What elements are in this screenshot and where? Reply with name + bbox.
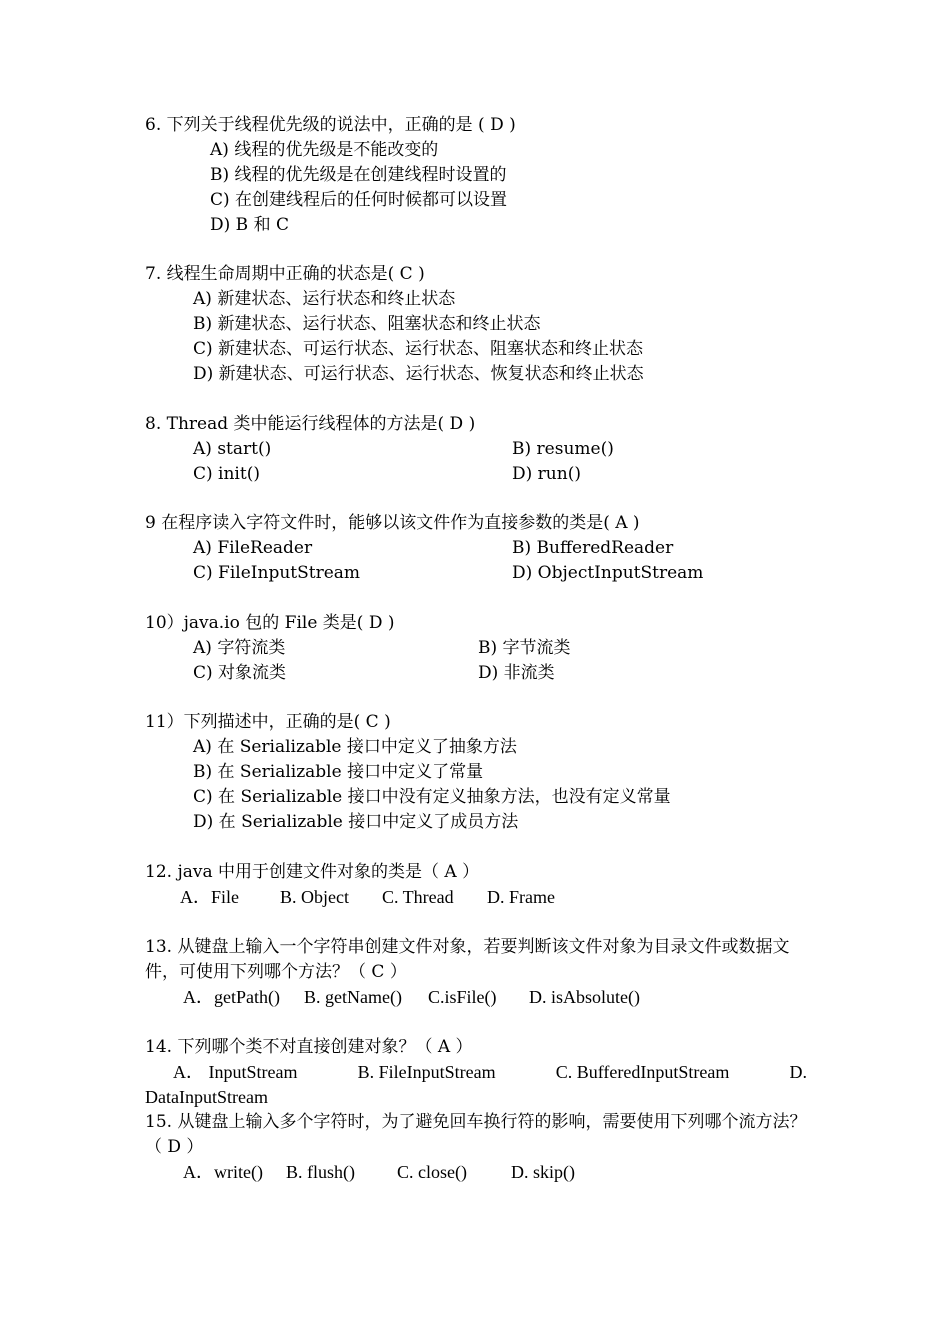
- question-6-option-d: D) B 和 C: [210, 215, 289, 235]
- question-8-option-c: C) init(): [193, 464, 260, 484]
- question-8-option-d: D) run(): [512, 464, 581, 484]
- question-11-option-c: C) 在 Serializable 接口中没有定义抽象方法，也没有定义常量: [193, 787, 671, 807]
- question-12-stem: 12. java 中用于创建文件对象的类是（ A ）: [145, 862, 480, 882]
- question-14-option-b: B. FileInputStream: [357, 1062, 496, 1082]
- question-8-option-a: A) start(): [193, 439, 272, 459]
- question-7-option-d: D) 新建状态、可运行状态、运行状态、恢复状态和终止状态: [193, 364, 644, 384]
- question-8-stem: 8. Thread 类中能运行线程体的方法是( D ): [145, 414, 476, 434]
- question-10-option-b: B) 字节流类: [478, 638, 571, 658]
- question-13-option-c: C.isFile(): [428, 987, 497, 1007]
- question-9-option-b: B) BufferedReader: [512, 538, 674, 558]
- question-8-option-b: B) resume(): [512, 439, 614, 459]
- question-10-option-c: C) 对象流类: [193, 663, 287, 683]
- question-11-option-b: B) 在 Serializable 接口中定义了常量: [193, 762, 484, 782]
- question-14-option-d-continued: DataInputStream: [145, 1087, 268, 1107]
- question-11-stem: 11）下列描述中，正确的是( C ): [145, 712, 391, 732]
- question-9-option-a: A) FileReader: [193, 538, 313, 558]
- question-12-option-c: C. Thread: [382, 887, 454, 907]
- question-7-option-b: B) 新建状态、运行状态、阻塞状态和终止状态: [193, 314, 541, 334]
- question-6-option-c: C) 在创建线程后的任何时候都可以设置: [210, 190, 508, 210]
- question-6-stem: 6. 下列关于线程优先级的说法中，正确的是 ( D ): [145, 115, 516, 135]
- question-14-option-a: A． InputStream: [173, 1062, 298, 1082]
- question-15-option-a: A．write(): [183, 1162, 263, 1182]
- question-14-options-row: [145, 1060, 807, 1085]
- question-6-option-a: A) 线程的优先级是不能改变的: [210, 140, 439, 160]
- question-10-stem: 10）java.io 包的 File 类是( D ): [145, 613, 395, 633]
- question-13-option-a: A．getPath(): [183, 987, 280, 1007]
- question-9-option-d: D) ObjectInputStream: [512, 563, 704, 583]
- question-7-stem: 7. 线程生命周期中正确的状态是( C ): [145, 264, 425, 284]
- question-11-option-d: D) 在 Serializable 接口中定义了成员方法: [193, 812, 519, 832]
- question-12-option-b: B. Object: [280, 887, 349, 907]
- question-10-option-a: A) 字符流类: [193, 638, 286, 658]
- question-7-option-c: C) 新建状态、可运行状态、运行状态、阻塞状态和终止状态: [193, 339, 644, 359]
- question-12-option-d: D. Frame: [487, 887, 555, 907]
- question-14-stem: 14. 下列哪个类不对直接创建对象？（ A ）: [145, 1037, 473, 1057]
- question-14-option-c: C. BufferedInputStream: [555, 1062, 730, 1082]
- question-13-stem: 13. 从键盘上输入一个字符串创建文件对象，若要判断该文件对象为目录文件或数据文件，可使用下列哪个方法？（ C ）: [145, 937, 790, 982]
- question-13-option-b: B. getName(): [304, 987, 402, 1007]
- question-15-option-b: B. flush(): [286, 1162, 355, 1182]
- question-11-option-a: A) 在 Serializable 接口中定义了抽象方法: [193, 737, 517, 757]
- question-10-option-d: D) 非流类: [478, 663, 555, 683]
- question-15-option-c: C. close(): [397, 1162, 467, 1182]
- question-6-option-b: B) 线程的优先级是在创建线程时设置的: [210, 165, 507, 185]
- question-9-stem: 9 在程序读入字符文件时，能够以该文件作为直接参数的类是( A ): [145, 513, 640, 533]
- question-13-option-d: D. isAbsolute(): [529, 987, 640, 1007]
- question-15-stem: 15. 从键盘上输入多个字符时，为了避免回车换行符的影响，需要使用下列哪个流方法？（ D ）: [145, 1112, 807, 1157]
- question-12-option-a: A．File: [180, 887, 240, 907]
- question-9-option-c: C) FileInputStream: [193, 563, 361, 583]
- question-15-option-d: D. skip(): [511, 1162, 575, 1182]
- question-14-option-d: D.: [789, 1062, 807, 1082]
- question-7-option-a: A) 新建状态、运行状态和终止状态: [193, 289, 456, 309]
